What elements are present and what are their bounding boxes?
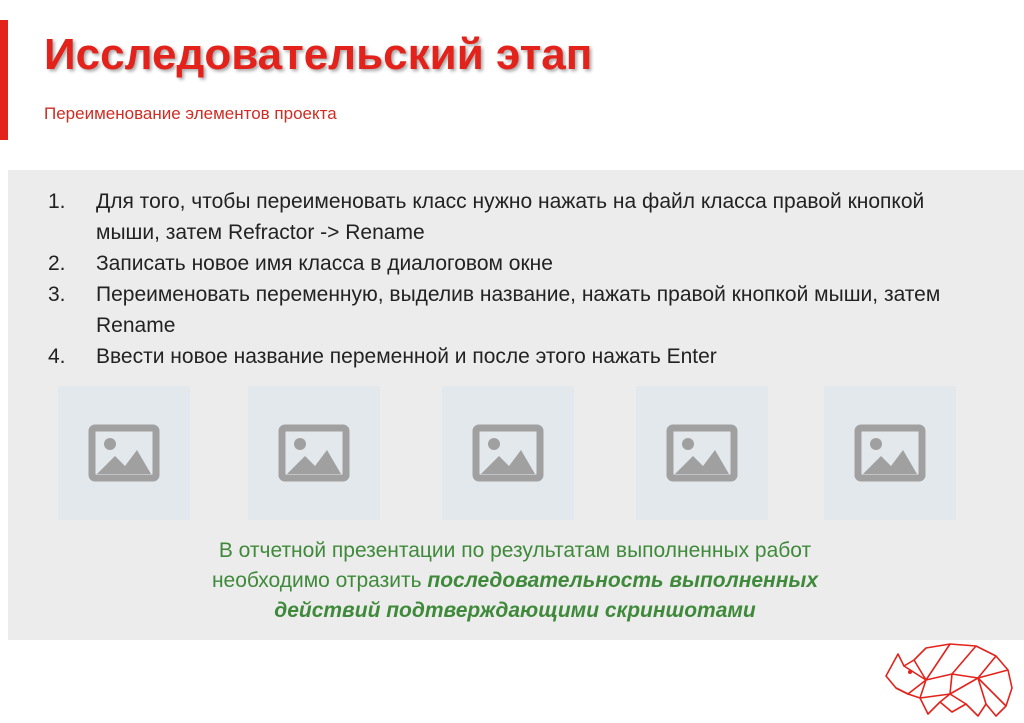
rhino-logo-icon (880, 632, 1020, 720)
screenshot-thumbnail[interactable] (248, 386, 380, 520)
screenshot-thumbnail[interactable] (58, 386, 190, 520)
note-emphasis: последовательность выполненных (427, 569, 819, 592)
step-number: 3. (48, 283, 66, 306)
accent-bar (0, 20, 8, 140)
image-placeholder-icon (666, 424, 738, 482)
report-note (130, 536, 900, 626)
step-text: Переименовать переменную, выделив название, нажать правой кнопкой мыши, затем Rename (96, 283, 941, 337)
note-emphasis: действий подтверждающими скриншотами (274, 599, 756, 622)
step-number: 4. (48, 345, 66, 368)
note-line: В отчетной презентации по результатам выполненных работ (218, 539, 812, 562)
steps-list (48, 186, 948, 372)
list-item (48, 248, 948, 279)
image-placeholder-icon (854, 424, 926, 482)
page-subtitle: Переименование элементов проекта (44, 104, 337, 123)
step-text: Для того, чтобы переименовать класс нужно нажать на файл класса правой кнопкой мыши, затем Refractor -> Rename (96, 190, 925, 244)
step-text: Записать новое имя класса в диалоговом окне (96, 252, 553, 275)
list-item (48, 279, 948, 341)
image-placeholder-icon (278, 424, 350, 482)
step-number: 2. (48, 252, 66, 275)
screenshot-thumbnail[interactable] (636, 386, 768, 520)
note-line (130, 566, 900, 596)
page-title: Исследовательский этап (44, 30, 593, 79)
list-item (48, 341, 948, 372)
step-number: 1. (48, 190, 66, 213)
list-item (48, 186, 948, 248)
image-placeholder-icon (88, 424, 160, 482)
screenshot-thumbnail[interactable] (442, 386, 574, 520)
image-placeholder-icon (472, 424, 544, 482)
screenshot-gallery (58, 386, 990, 520)
step-text: Ввести новое название переменной и после этого нажать Enter (96, 345, 717, 368)
note-text: необходимо отразить (211, 569, 428, 592)
screenshot-thumbnail[interactable] (824, 386, 956, 520)
